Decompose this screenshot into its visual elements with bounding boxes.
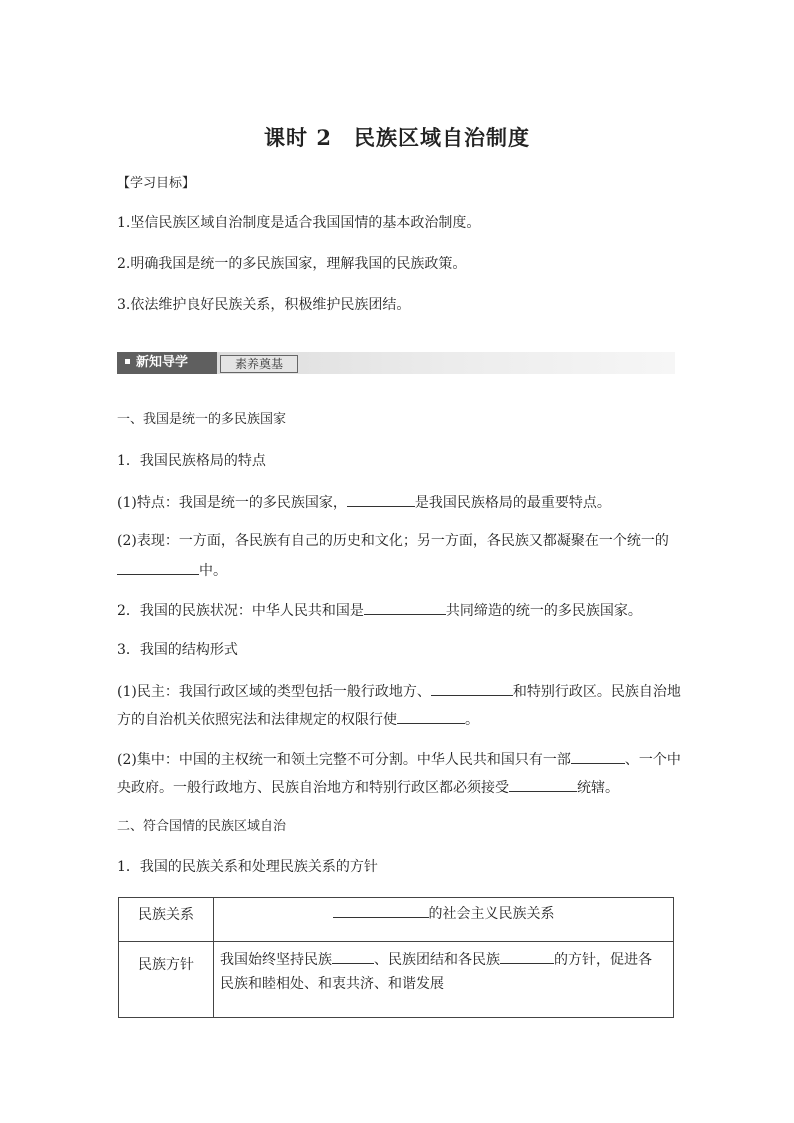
page-title [0, 122, 794, 152]
text-segment: 2．我国的民族状况：中华人民共和国是 [117, 603, 364, 619]
square-bullet-icon [125, 359, 130, 364]
fill-blank[interactable] [364, 599, 446, 615]
table-cell [214, 898, 674, 942]
text-segment: 的方针，促进各 [554, 952, 652, 968]
text-segment: 和特别行政区。民族自治地 [512, 684, 681, 700]
banner-tag: 素养奠基 [220, 355, 298, 373]
title-lesson-number: 课时 2 [264, 125, 332, 150]
text-segment: (1)特点：我国是统一的多民族国家， [117, 495, 347, 511]
fill-blank[interactable] [333, 902, 429, 918]
fill-blank[interactable] [332, 948, 374, 964]
section2-subheading-1: 1．我国的民族关系和处理民族关系的方针 [117, 859, 378, 875]
title-lesson-name: 民族区域自治制度 [353, 125, 530, 150]
text-segment: (2)集中：中国的主权统一和领土完整不可分割。中华人民共和国只有一部 [117, 752, 571, 768]
banner-main-label: 新知导学 [136, 355, 189, 370]
section1-paragraph-1 [117, 491, 611, 513]
text-segment: 的社会主义民族关系 [428, 906, 555, 922]
ethnic-relations-table [118, 897, 674, 1018]
section-banner [117, 352, 675, 374]
section1-subheading-2 [117, 599, 642, 621]
fill-blank[interactable] [431, 680, 513, 696]
text-segment: 统辖。 [577, 780, 619, 796]
text-segment: 是我国民族格局的最重要特点。 [414, 495, 611, 511]
banner-main [117, 352, 217, 374]
objectives-heading: 【学习目标】 [117, 176, 196, 191]
section1-paragraph-4a [117, 748, 681, 770]
section2-heading: 二、符合国情的民族区域自治 [117, 819, 287, 834]
table-header-cell: 民族方针 [119, 942, 214, 1018]
text-segment: (1)民主：我国行政区域的类型包括一般行政地方、 [117, 684, 431, 700]
table-cell [214, 942, 674, 1018]
text-segment: 共同缔造的统一的多民族国家。 [445, 603, 642, 619]
section1-subheading-1: 1．我国民族格局的特点 [117, 453, 266, 469]
section1-paragraph-2a: (2)表现：一方面，各民族有自己的历史和文化；另一方面，各民族又都凝聚在一个统一的 [117, 533, 669, 549]
fill-blank[interactable] [509, 776, 577, 792]
objective-item-1: 1.坚信民族区域自治制度是适合我国国情的基本政治制度。 [117, 215, 481, 231]
objective-item-3: 3.依法维护良好民族关系，积极维护民族团结。 [117, 297, 411, 313]
text-segment: 民族和睦相处、和衷共济、和谐发展 [220, 976, 444, 992]
fill-blank[interactable] [571, 748, 625, 764]
section1-paragraph-2b [117, 559, 227, 581]
section1-paragraph-3a [117, 680, 681, 702]
section1-paragraph-4b [117, 776, 619, 798]
text-segment: 方的自治机关依照宪法和法律规定的权限行使 [117, 712, 397, 728]
text-segment: 央政府。一般行政地方、民族自治地方和特别行政区都必须接受 [117, 780, 509, 796]
text-segment: 。 [465, 712, 479, 728]
text-segment: 、一个中 [624, 752, 681, 768]
fill-blank[interactable] [397, 708, 465, 724]
fill-blank[interactable] [500, 948, 554, 964]
section1-paragraph-3b [117, 708, 479, 730]
text-segment: 中。 [199, 563, 227, 579]
table-row [119, 898, 674, 942]
fill-blank[interactable] [117, 559, 199, 575]
fill-blank[interactable] [347, 491, 415, 507]
text-segment: 、民族团结和各民族 [374, 952, 500, 968]
section1-heading: 一、我国是统一的多民族国家 [117, 412, 287, 427]
objective-item-2: 2.明确我国是统一的多民族国家，理解我国的民族政策。 [117, 256, 467, 272]
table-row [119, 942, 674, 1018]
section1-subheading-3: 3．我国的结构形式 [117, 642, 238, 658]
table-header-cell: 民族关系 [119, 898, 214, 942]
text-segment: 我国始终坚持民族 [220, 952, 332, 968]
